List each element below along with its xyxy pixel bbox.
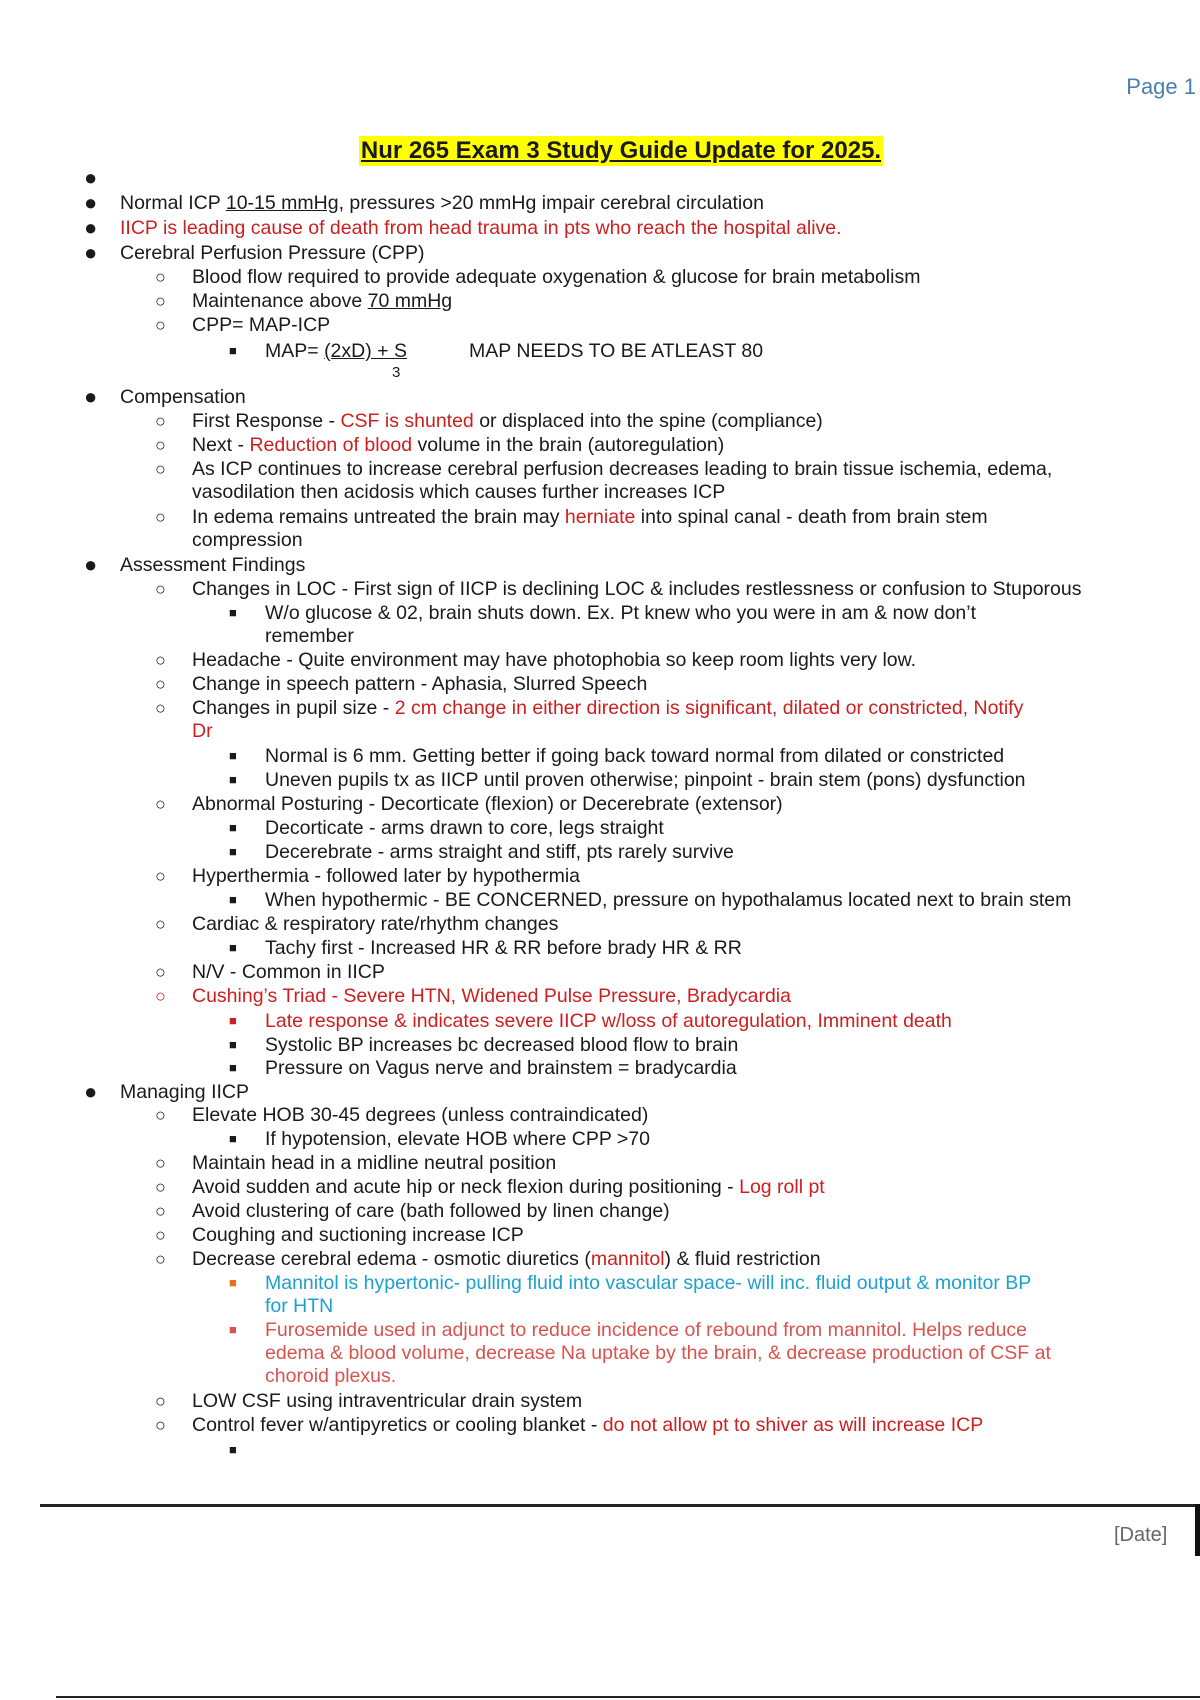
list-item <box>0 1056 1200 1080</box>
bullet-disc-icon: ● <box>84 240 98 265</box>
bullet-circle-icon: ○ <box>155 986 166 1006</box>
text: Pressure on Vagus nerve and brainstem = bradycardia <box>265 1057 737 1079</box>
text: Normal is 6 mm. Getting better if going back toward normal from dilated or constricted <box>265 745 1005 767</box>
text: Changes in LOC - First sign of IICP is declining LOC & includes restlessness or confusion to Stuporous <box>192 578 1082 600</box>
text: Mannitol is hypertonic- pulling fluid into vascular space- will inc. fluid output & monitor BP <box>265 1272 1032 1294</box>
list-item-empty <box>0 166 1200 190</box>
text: Avoid clustering of care (bath followed by linen change) <box>192 1200 670 1222</box>
bullet-square-icon: ■ <box>229 1037 237 1052</box>
bullet-square-icon: ■ <box>229 772 237 787</box>
text: When hypothermic - BE CONCERNED, pressure on hypothalamus located next to brain stem <box>265 889 1072 911</box>
list-item <box>0 960 1200 984</box>
list-item-continuation <box>0 1294 1200 1318</box>
list-item-continuation <box>0 1341 1200 1365</box>
bullet-circle-icon: ○ <box>155 1415 166 1435</box>
text: Change in speech pattern - Aphasia, Slurred Speech <box>192 673 648 695</box>
text: Cerebral Perfusion Pressure (CPP) <box>120 242 425 264</box>
list-item <box>0 409 1200 433</box>
text: Abnormal Posturing - Decorticate (flexion) or Decerebrate (extensor) <box>192 793 783 815</box>
text: Control fever w/antipyretics or cooling blanket - <box>192 1414 603 1436</box>
text: Cushing’s Triad - Severe HTN, Widened Pulse Pressure, Bradycardia <box>192 985 791 1007</box>
bullet-circle-icon: ○ <box>155 1391 166 1411</box>
text: MAP= <box>265 340 325 362</box>
list-item-continuation <box>0 1364 1200 1388</box>
list-item <box>0 696 1200 720</box>
text: Headache - Quite environment may have photophobia so keep room lights very low. <box>192 649 917 671</box>
text: Changes in pupil size - <box>192 697 395 719</box>
list-item <box>0 191 1200 215</box>
list-item-continuation <box>0 624 1200 648</box>
text: LOW CSF using intraventricular drain system <box>192 1390 583 1412</box>
bullet-square-icon: ■ <box>229 605 237 620</box>
text: Decorticate - arms drawn to core, legs straight <box>265 817 664 839</box>
text: Assessment Findings <box>120 554 306 576</box>
list-item <box>0 1247 1200 1271</box>
bullet-square-icon: ■ <box>229 1131 237 1146</box>
text: Hyperthermia - followed later by hypothermia <box>192 865 581 887</box>
list-item <box>0 1318 1200 1342</box>
text: 2 cm change in either direction is significant, dilated or constricted, Notify <box>394 697 1024 719</box>
text: Normal ICP <box>120 192 226 214</box>
bullet-circle-icon: ○ <box>155 435 166 455</box>
bullet-square-icon: ■ <box>229 1013 237 1028</box>
list-item <box>0 840 1200 864</box>
list-item <box>0 457 1200 481</box>
list-item <box>0 289 1200 313</box>
bullet-square-icon: ■ <box>229 892 237 907</box>
bullet-disc-icon: ● <box>84 1079 98 1104</box>
footer-divider <box>40 1504 1200 1507</box>
text: vasodilation then acidosis which causes further increases ICP <box>192 481 726 503</box>
text: Dr <box>192 720 213 742</box>
list-item-continuation <box>0 528 1200 552</box>
text: If hypotension, elevate HOB where CPP >70 <box>265 1128 650 1150</box>
text: IICP is leading cause of death from head trauma in pts who reach the hospital alive. <box>120 217 842 239</box>
footer-date: [Date] <box>1114 1524 1168 1546</box>
list-item <box>0 744 1200 768</box>
text: remember <box>265 625 354 647</box>
text: choroid plexus. <box>265 1365 397 1387</box>
list-item-empty <box>0 1438 1200 1462</box>
list-item <box>0 241 1200 265</box>
bullet-disc-icon: ● <box>84 384 98 409</box>
text: W/o glucose & 02, brain shuts down. Ex. Pt knew who you were in am & now don’t <box>265 602 977 624</box>
text: Log roll pt <box>739 1176 825 1198</box>
text: Managing IICP <box>120 1081 249 1103</box>
text: Late response & indicates severe IICP w/loss of autoregulation, Imminent death <box>265 1010 952 1032</box>
text: N/V - Common in IICP <box>192 961 385 983</box>
bullet-circle-icon: ○ <box>155 579 166 599</box>
list-item <box>0 864 1200 888</box>
list-item <box>0 768 1200 792</box>
bullet-circle-icon: ○ <box>155 698 166 718</box>
list-item <box>0 505 1200 529</box>
bullet-square-icon: ■ <box>229 940 237 955</box>
text: mannitol <box>590 1248 665 1270</box>
text: volume in the brain (autoregulation) <box>412 434 725 456</box>
list-item <box>0 648 1200 672</box>
bullet-square-icon: ■ <box>229 343 237 358</box>
bullet-disc-icon: ● <box>84 552 98 577</box>
list-item <box>0 1199 1200 1223</box>
list-item <box>0 577 1200 601</box>
text: Reduction of blood <box>249 434 413 456</box>
text: Furosemide used in adjunct to reduce incidence of rebound from mannitol. Helps reduce <box>265 1319 1028 1341</box>
text: CSF is shunted <box>340 410 474 432</box>
bullet-square-icon: ■ <box>229 820 237 835</box>
text: CPP= MAP-ICP <box>192 314 331 336</box>
text: (2xD) + S <box>324 340 407 362</box>
bullet-circle-icon: ○ <box>155 914 166 934</box>
text: do not allow pt to shiver as will increase ICP <box>602 1414 984 1436</box>
bullet-disc-icon: ● <box>84 215 98 240</box>
bullet-square-icon: ■ <box>229 844 237 859</box>
list-item <box>0 1080 1200 1104</box>
bullet-disc-icon: ● <box>84 165 98 190</box>
list-item <box>0 1389 1200 1413</box>
text: Compensation <box>120 386 246 408</box>
bullet-square-icon: ■ <box>229 1442 237 1457</box>
text: Cardiac & respiratory rate/rhythm changes <box>192 913 559 935</box>
bullet-circle-icon: ○ <box>155 650 166 670</box>
list-item-continuation <box>0 719 1200 743</box>
text: Coughing and suctioning increase ICP <box>192 1224 524 1246</box>
text: MAP NEEDS TO BE ATLEAST 80 <box>469 340 764 362</box>
bullet-circle-icon: ○ <box>155 1201 166 1221</box>
list-item <box>0 984 1200 1008</box>
bullet-square-icon: ■ <box>229 1322 237 1337</box>
page-number: Page 1 <box>1126 74 1196 99</box>
text: edema & blood volume, decrease Na uptake by the brain, & decrease production of CSF at <box>265 1342 1051 1364</box>
list-item <box>0 553 1200 577</box>
bullet-circle-icon: ○ <box>155 459 166 479</box>
text: Elevate HOB 30-45 degrees (unless contraindicated) <box>192 1104 649 1126</box>
text: for HTN <box>265 1295 334 1317</box>
list-item <box>0 313 1200 337</box>
text: Next - <box>192 434 250 456</box>
text: In edema remains untreated the brain may <box>192 506 565 528</box>
bullet-circle-icon: ○ <box>155 507 166 527</box>
list-item <box>0 1151 1200 1175</box>
text: 10-15 mmHg <box>225 192 339 214</box>
list-item <box>0 792 1200 816</box>
list-item <box>0 216 1200 240</box>
text: herniate <box>564 506 636 528</box>
bullet-square-icon: ■ <box>229 748 237 763</box>
document-title: Nur 265 Exam 3 Study Guide Update for 2025. <box>360 137 882 164</box>
bullet-circle-icon: ○ <box>155 1249 166 1269</box>
text: into spinal canal - death from brain stem <box>635 506 988 528</box>
list-item <box>0 339 1200 381</box>
formula-denominator: 3 <box>392 364 401 381</box>
list-item <box>0 912 1200 936</box>
bullet-square-icon: ■ <box>229 1060 237 1075</box>
text: As ICP continues to increase cerebral perfusion decreases leading to brain tissue ischemia, edema, <box>192 458 1053 480</box>
bullet-circle-icon: ○ <box>155 1105 166 1125</box>
list-item <box>0 936 1200 960</box>
list-item <box>0 1033 1200 1057</box>
list-item <box>0 1009 1200 1033</box>
bullet-circle-icon: ○ <box>155 674 166 694</box>
text: Decrease cerebral edema - osmotic diuretics ( <box>192 1248 591 1270</box>
text: ) & fluid restriction <box>664 1248 821 1270</box>
bullet-circle-icon: ○ <box>155 1177 166 1197</box>
text: 70 mmHg <box>367 290 453 312</box>
bullet-circle-icon: ○ <box>155 267 166 287</box>
text: First Response - <box>192 410 341 432</box>
list-item <box>0 385 1200 409</box>
footer-edge-bar <box>1195 1504 1200 1556</box>
list-item <box>0 1175 1200 1199</box>
list-item <box>0 1271 1200 1295</box>
list-item <box>0 672 1200 696</box>
list-item <box>0 1127 1200 1151</box>
bullet-disc-icon: ● <box>84 190 98 215</box>
text: compression <box>192 529 303 551</box>
text: Avoid sudden and acute hip or neck flexion during positioning - <box>192 1176 740 1198</box>
text: Uneven pupils tx as IICP until proven otherwise; pinpoint - brain stem (pons) dysfunction <box>265 769 1026 791</box>
list-item <box>0 1413 1200 1437</box>
text: Maintenance above <box>192 290 368 312</box>
bullet-circle-icon: ○ <box>155 411 166 431</box>
list-item <box>0 1223 1200 1247</box>
text: or displaced into the spine (compliance) <box>473 410 823 432</box>
bullet-square-icon: ■ <box>229 1275 237 1290</box>
bullet-circle-icon: ○ <box>155 794 166 814</box>
text: Blood flow required to provide adequate oxygenation & glucose for brain metabolism <box>192 266 921 288</box>
list-item <box>0 816 1200 840</box>
list-item-continuation <box>0 480 1200 504</box>
text: Decerebrate - arms straight and stiff, pts rarely survive <box>265 841 734 863</box>
bullet-circle-icon: ○ <box>155 962 166 982</box>
text: Tachy first - Increased HR & RR before brady HR & RR <box>265 937 742 959</box>
text: Maintain head in a midline neutral position <box>192 1152 557 1174</box>
bullet-circle-icon: ○ <box>155 866 166 886</box>
bullet-circle-icon: ○ <box>155 291 166 311</box>
text: Systolic BP increases bc decreased blood flow to brain <box>265 1034 739 1056</box>
text: , pressures >20 mmHg impair cerebral circulation <box>338 192 764 214</box>
title-container <box>0 136 1200 166</box>
bullet-circle-icon: ○ <box>155 1225 166 1245</box>
bullet-circle-icon: ○ <box>155 1153 166 1173</box>
bullet-circle-icon: ○ <box>155 315 166 335</box>
list-item <box>0 1103 1200 1127</box>
bottom-divider <box>56 1696 1200 1698</box>
list-item <box>0 265 1200 289</box>
list-item <box>0 888 1200 912</box>
list-item <box>0 601 1200 625</box>
list-item <box>0 433 1200 457</box>
